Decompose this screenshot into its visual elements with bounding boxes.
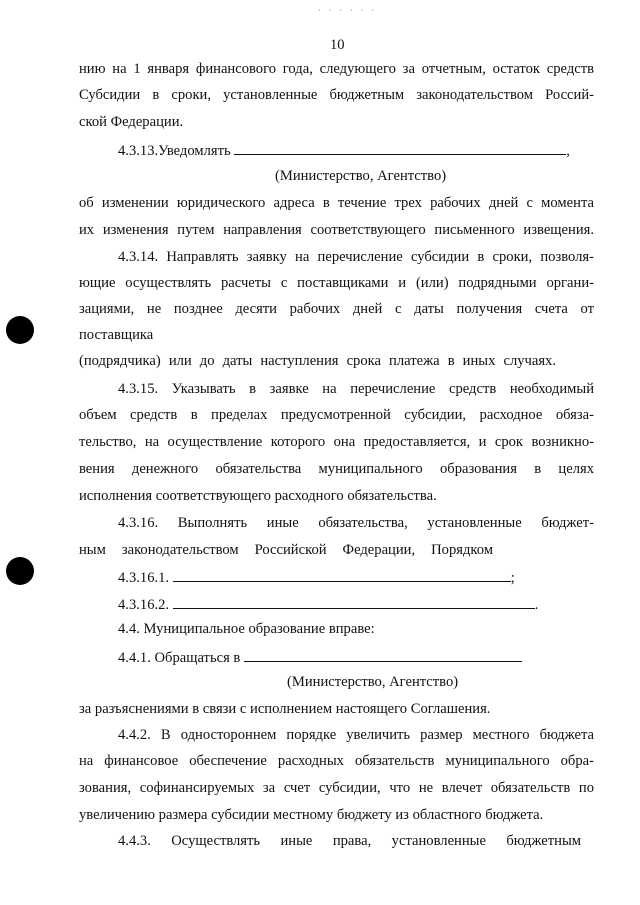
clause-lead: 4.4.1. Обращаться в [118,650,241,666]
text-line: на финансовое обеспечение расходных обязательств муниципального обра- [79,753,594,769]
text-line: тельство, на осуществление которого она предоставляется, и срок возникно- [79,434,594,450]
text-line: их изменения путем направления соответствующего письменного извещения. [79,222,594,238]
text-line: 4.4.3. Осуществлять иные права, установленные бюджетным [118,833,581,849]
blank-field-line [118,647,522,667]
blank-field-line [118,567,515,587]
blank-field [173,567,511,582]
text-line: 4.3.16. Выполнять иные обязательства, установленные бюджет- [118,515,594,531]
scan-noise: · · · · · · [318,6,377,15]
binder-hole [6,557,34,585]
blank-field [173,594,535,609]
text-line: зования, софинансируемых за счет субсидии, что не влечет обязательств по [79,780,594,796]
text-line: ющие осуществлять расчеты с поставщиками и (или) подрядными органи- [79,275,594,291]
blank-field-line [118,594,538,614]
text-line: зациями, не позднее десяти рабочих дней с даты получения счета от [79,301,594,317]
text-line: ской Федерации. [79,114,184,130]
text-line: 4.3.15. Указывать в заявке на перечисление средств необходимый [118,381,594,397]
text-line: об изменении юридического адреса в течение трех рабочих дней с момента [79,195,594,211]
text-line: Субсидии в сроки, установленные бюджетным законодательством Россий- [79,87,594,103]
clause-tail: . [534,597,539,613]
text-line: нию на 1 января финансового года, следующего за отчетным, остаток средств [79,61,594,77]
text-line: 4.3.14. Направлять заявку на перечисление субсидии в сроки, позволя- [118,249,594,265]
page-number: 10 [330,37,345,53]
blank-field [244,647,522,662]
text-line: исполнения соответствующего расходного обязательства. [79,488,437,504]
text-line: (подрядчика) или до даты наступления срока платежа в иных случаях. [79,353,556,369]
text-line: поставщика [79,327,154,343]
clause-lead: 4.3.16.2. [118,597,170,613]
text-line: за разъяснениями в связи с исполнением настоящего Соглашения. [79,701,491,717]
blank-field-line [118,140,570,160]
clause-lead: 4.3.13.Уведомлять [118,143,231,159]
text-line: 4.4. Муниципальное образование вправе: [118,621,375,637]
field-caption: (Министерство, Агентство) [287,674,459,690]
text-line: вения денежного обязательства муниципального образования в целях [79,461,594,477]
binder-hole [6,316,34,344]
blank-field [234,140,566,155]
text-line: 4.4.2. В одностороннем порядке увеличить размер местного бюджета [118,727,594,743]
clause-lead: 4.3.16.1. [118,570,170,586]
clause-tail: , [566,143,570,159]
text-line: объем средств в пределах предусмотренной субсидии, расходное обяза- [79,407,594,423]
text-line: увеличению размера субсидии местному бюджету из областного бюджета. [79,807,544,823]
text-line: ным законодательством Российской Федерации, Порядком [79,542,493,558]
field-caption: (Министерство, Агентство) [275,168,447,184]
clause-tail: ; [510,570,515,586]
